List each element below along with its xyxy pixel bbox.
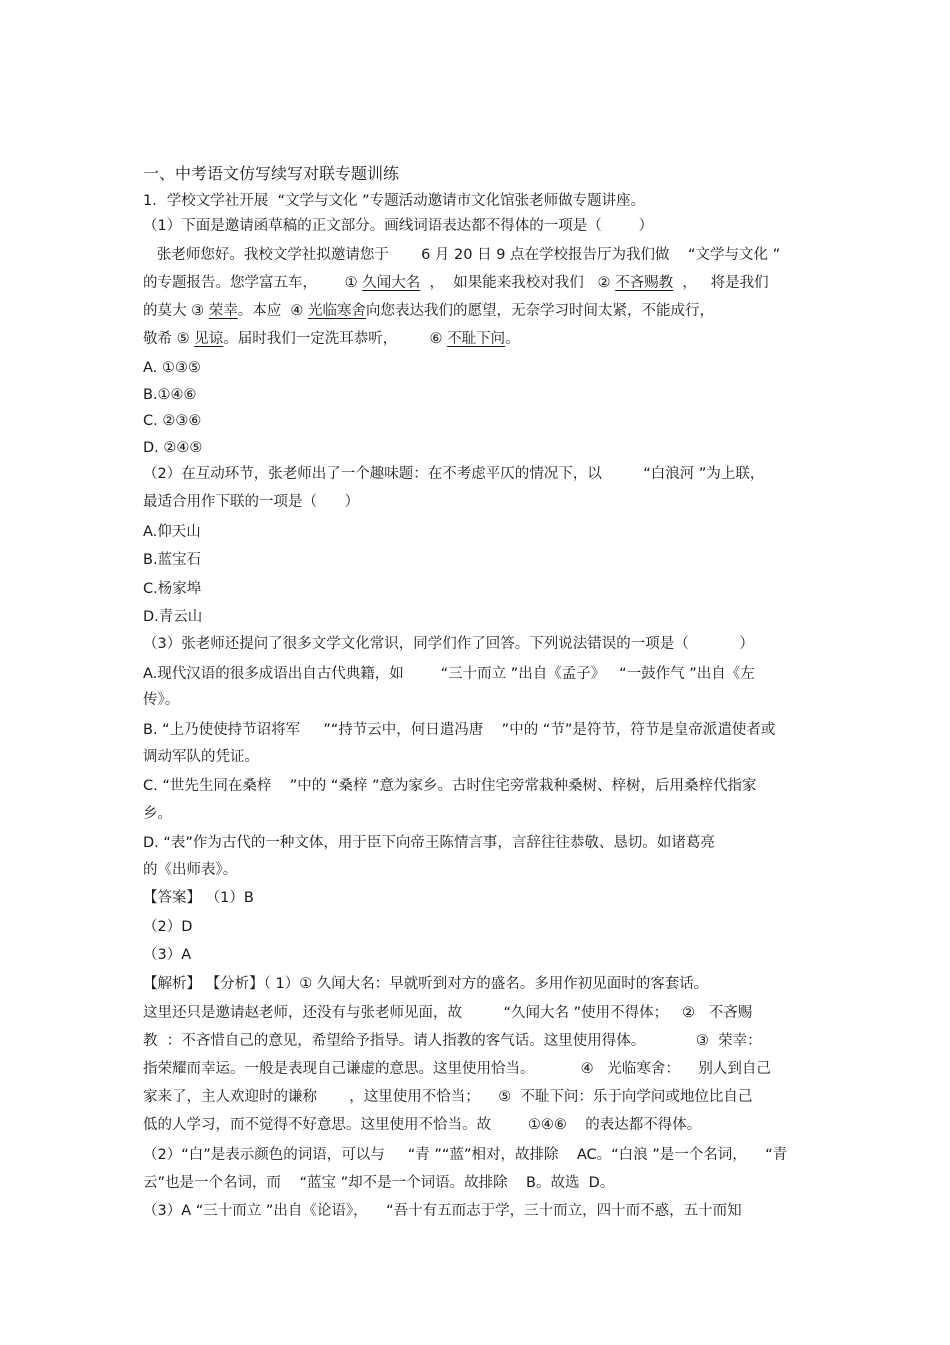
answer-line-2: （2）D xyxy=(143,919,193,935)
q3-option-c-line-2: 乡。 xyxy=(143,806,172,822)
q2-option-a: A.仰天山 xyxy=(143,524,201,540)
letter-text: 敬希 ⑤ xyxy=(143,331,195,347)
letter-text: 向您表达我们的愿望，无奈学习时间太紧，不能成行， xyxy=(366,303,715,319)
analysis-line-7: （2）“白”是表示颜色的词语，可以与 “青 ”“蓝”相对，故排除 AC。“白浪 ”是一个名词， “青 xyxy=(143,1147,788,1163)
analysis-line-5: 家来了，主人欢迎时的谦称 ，这里使用不恰当； ⑤ 不耻下问：乐于向学问或地位比自己 xyxy=(143,1089,753,1105)
letter-line-3 xyxy=(143,301,714,321)
q2-option-d: D.青云山 xyxy=(143,609,203,625)
analysis-line-4: 指荣耀而幸运。一般是表现自己谦虚的意思。这里使用恰当。 ④ 光临寒舍： 别人到自己 xyxy=(143,1061,771,1077)
q1-option-a: A. ①③⑤ xyxy=(143,360,201,376)
underlined-phrase-1: 久闻大名 xyxy=(362,275,421,291)
underlined-phrase-3: 荣幸 xyxy=(208,303,238,319)
q3-option-b-line-2: 调动军队的凭证。 xyxy=(143,749,259,765)
question-1-stem: 1．学校文学社开展 “文学与文化 ”专题活动邀请市文化馆张老师做专题讲座。 xyxy=(143,193,646,209)
q3-option-a-line-1: A.现代汉语的很多成语出自古代典籍，如 “三十而立 ”出自《孟子》 “一鼓作气 ”出自《左 xyxy=(143,666,755,682)
question-3-line-1: （3）张老师还提问了很多文学文化常识，同学们作了回答。下列说法错误的一项是（ ） xyxy=(143,636,754,652)
answer-line-3: （3）A xyxy=(143,947,192,963)
q2-option-b: B.蓝宝石 xyxy=(143,552,202,568)
letter-text: ， 将是我们 xyxy=(673,275,769,291)
analysis-line-2: 这里还只是邀请赵老师，还没有与张老师见面，故 “久闻大名 ”使用不得体； ② 不吝赐 xyxy=(143,1005,753,1021)
analysis-line-1: 【解析】 【分析】（ 1）① 久闻大名：早就听到对方的盛名。多用作初见面时的客套话。 xyxy=(143,976,709,992)
letter-text: 。本应 ④ xyxy=(237,303,309,319)
q1-option-d: D. ②④⑤ xyxy=(143,440,203,456)
letter-text: 的莫大 ③ xyxy=(143,303,209,319)
analysis-line-9: （3）A “三十而立 ”出自《论语》， “吾十有五而志于学，三十而立，四十而不惑，五十而知 xyxy=(143,1203,742,1219)
letter-line-4 xyxy=(143,329,520,349)
letter-line-1: 张老师您好。我校文学社拟邀请您于 6 月 20 日 9 点在学校报告厅为我们做 “文学与文化 ” xyxy=(143,247,781,263)
letter-text: 的专题报告。您学富五车， ① xyxy=(143,275,363,291)
q3-option-d-line-1: D. “表”作为古代的一种文体，用于臣下向帝王陈情言事，言辞往往恭敬、恳切。如诸葛亮 xyxy=(143,835,715,851)
q1-option-b: B.①④⑥ xyxy=(143,387,197,403)
underlined-phrase-4: 光临寒舍 xyxy=(308,303,367,319)
q3-option-c-line-1: C. “世先生同在桑梓 ”中的 “桑梓 ”意为家乡。古时住宅旁常栽种桑树、梓树，后用桑梓代指家 xyxy=(143,778,757,794)
underlined-phrase-5: 见谅 xyxy=(194,331,224,347)
q2-option-c: C.杨家埠 xyxy=(143,581,202,597)
letter-line-2 xyxy=(143,273,769,293)
underlined-phrase-6: 不耻下问 xyxy=(447,331,506,347)
q3-option-a-line-2: 传》。 xyxy=(143,692,180,708)
q3-option-b-line-1: B. “上乃使使持节诏将军 ”“持节云中，何日遣冯唐 ”中的 “节”是符节，符节是皇帝派遣使者或 xyxy=(143,722,776,738)
section-title: 一、中考语文仿写续写对联专题训练 xyxy=(143,164,400,183)
q1-option-c: C. ②③⑥ xyxy=(143,413,202,429)
answer-line-1: 【答案】 （1）B xyxy=(143,890,254,906)
analysis-line-8: 云”也是一个名词，而 “蓝宝 ”却不是一个词语。故排除 B。故选 D。 xyxy=(143,1175,615,1191)
q3-option-d-line-2: 的《出师表》。 xyxy=(143,862,238,878)
analysis-line-3: 教 ：不吝惜自己的意见，希望给予指导。请人指教的客气话。这里使用得体。 ③ 荣幸： xyxy=(143,1033,762,1049)
question-2-line-2: 最适合用作下联的一项是（ ） xyxy=(143,494,360,510)
letter-text: ， 如果能来我校对我们 ② xyxy=(420,275,616,291)
question-2-line-1: （2）在互动环节，张老师出了一个趣味题：在不考虑平仄的情况下，以 “白浪河 ”为上联， xyxy=(143,466,765,482)
letter-text: 。届时我们一定洗耳恭听， ⑥ xyxy=(223,331,448,347)
analysis-line-6: 低的人学习，而不觉得不好意思。这里使用不恰当。故 ①④⑥ 的表达都不得体。 xyxy=(143,1117,702,1133)
letter-text: 。 xyxy=(505,331,520,347)
underlined-phrase-2: 不吝赐教 xyxy=(615,275,674,291)
question-1-sub-1: （1）下面是邀请函草稿的正文部分。画线词语表达都不得体的一项是（ ） xyxy=(143,218,654,234)
